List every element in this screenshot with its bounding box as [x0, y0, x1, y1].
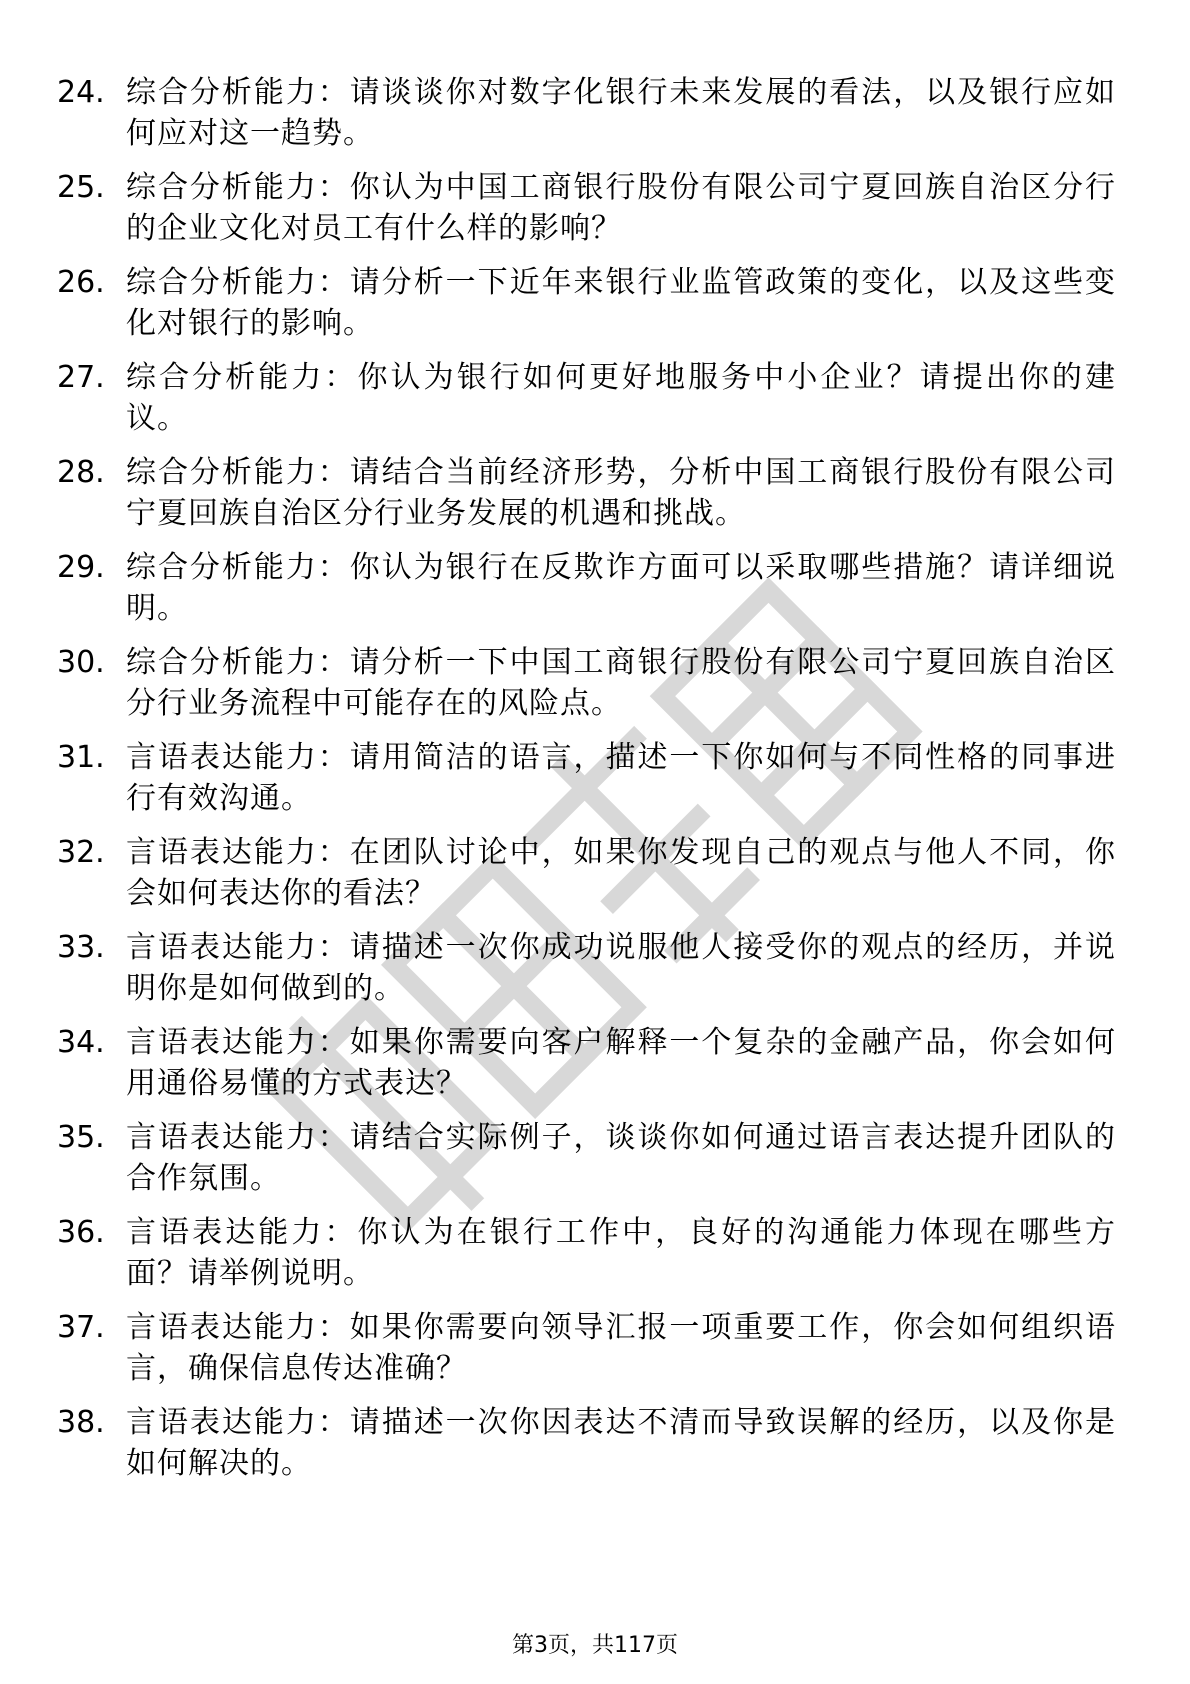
question-text: 言语表达能力：你认为在银行工作中，良好的沟通能力体现在哪些方面？请举例说明。: [126, 1215, 1116, 1291]
question-number: 34.: [57, 1025, 105, 1060]
page-number-footer: 第3页，共117页: [512, 1633, 678, 1658]
question-number: 38.: [57, 1405, 105, 1440]
question-number: 28.: [57, 455, 105, 490]
question-number: 35.: [57, 1120, 105, 1155]
question-text: 言语表达能力：请描述一次你因表达不清而导致误解的经历，以及你是如何解决的。: [126, 1405, 1116, 1481]
question-number: 29.: [57, 550, 105, 585]
question-text: 言语表达能力：如果你需要向领导汇报一项重要工作，你会如何组织语言，确保信息传达准确？: [126, 1310, 1116, 1386]
question-number: 33.: [57, 930, 105, 965]
question-number: 27.: [57, 360, 105, 395]
question-number: 26.: [57, 265, 105, 300]
question-text: 综合分析能力：你认为银行如何更好地服务中小企业？请提出你的建议。: [126, 360, 1116, 436]
question-text: 言语表达能力：如果你需要向客户解释一个复杂的金融产品，你会如何用通俗易懂的方式表达？: [126, 1025, 1116, 1101]
question-number: 36.: [57, 1215, 105, 1250]
question-number: 24.: [57, 75, 105, 110]
question-text: 综合分析能力：你认为银行在反欺诈方面可以采取哪些措施？请详细说明。: [126, 550, 1116, 626]
question-text: 言语表达能力：请用简洁的语言，描述一下你如何与不同性格的同事进行有效沟通。: [126, 740, 1116, 816]
question-number: 37.: [57, 1310, 105, 1345]
question-text: 综合分析能力：请谈谈你对数字化银行未来发展的看法，以及银行应如何应对这一趋势。: [126, 75, 1116, 151]
question-text: 综合分析能力：请分析一下中国工商银行股份有限公司宁夏回族自治区分行业务流程中可能存在的风险点。: [126, 645, 1116, 721]
question-text: 言语表达能力：请描述一次你成功说服他人接受你的观点的经历，并说明你是如何做到的。: [126, 930, 1116, 1006]
question-text: 综合分析能力：请结合当前经济形势，分析中国工商银行股份有限公司宁夏回族自治区分行业务发展的机遇和挑战。: [126, 455, 1116, 531]
question-number: 30.: [57, 645, 105, 680]
question-number: 25.: [57, 170, 105, 205]
question-text: 言语表达能力：请结合实际例子，谈谈你如何通过语言表达提升团队的合作氛围。: [126, 1120, 1116, 1196]
question-text: 综合分析能力：请分析一下近年来银行业监管政策的变化，以及这些变化对银行的影响。: [126, 265, 1116, 341]
question-number: 32.: [57, 835, 105, 870]
question-text: 综合分析能力：你认为中国工商银行股份有限公司宁夏回族自治区分行的企业文化对员工有什么样的影响？: [126, 170, 1116, 246]
question-number: 31.: [57, 740, 105, 775]
question-text: 言语表达能力：在团队讨论中，如果你发现自己的观点与他人不同，你会如何表达你的看法？: [126, 835, 1116, 911]
